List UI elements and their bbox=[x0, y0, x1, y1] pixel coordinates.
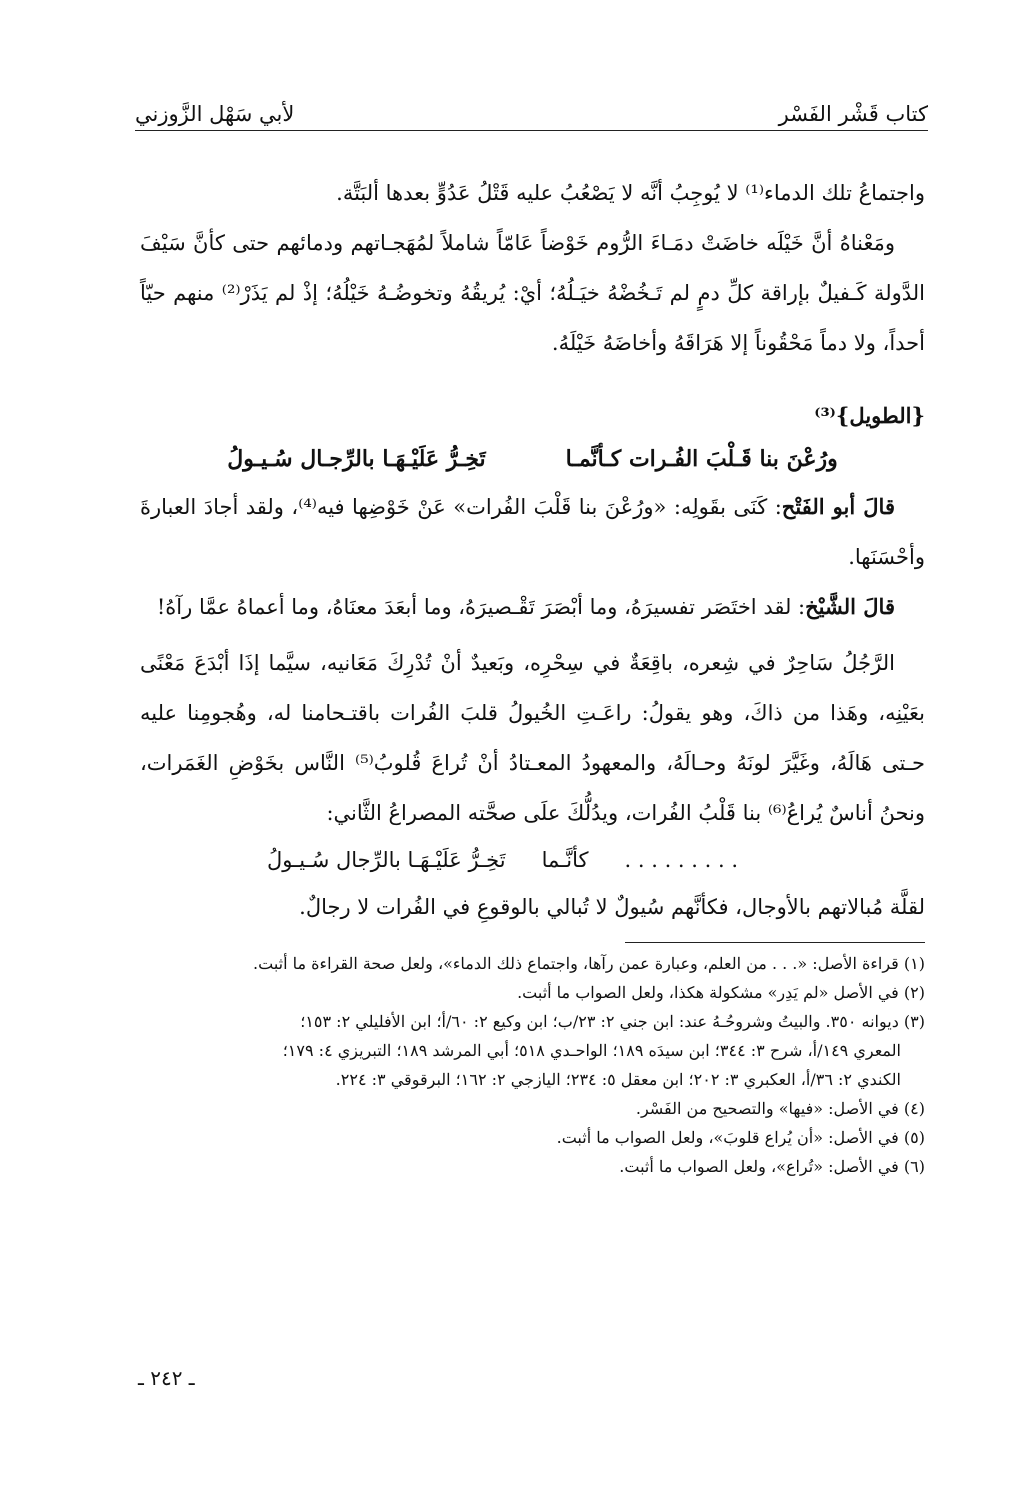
verse-repeat-hemistich: تَخِـرُّ عَلَيْـهَـا بالرِّجال سُـيـولُ bbox=[267, 848, 506, 872]
paragraph-5: الرَّجُلُ سَاحِرٌ في شِعره، باقِعَةٌ في سِحْرِه، وبَعيدٌ أنْ تُدْرِكَ مَعَانيه، سيَّما إذَا أبْدَعَ مَعْنًى بعَيْنِه، وهَذا من ذاكَ، وهو يقولُ: راعَـتِ الخُيولُ قلبَ الفُرات باقتـحامنا له، وهُجومِنا عليه حـتى هَالَهُ، وغَيَّرَ لونَهُ وحـالَهُ، والمعهودُ المعـتادُ أنْ تُراعَ قُلوبُ⁽⁵⁾ النَّاس بخَوْضِ الغَمَرات، ونحنُ أناسٌ يُراعُ⁽⁶⁾ بنا قَلْبُ الفُرات، ويدُلُّكَ علَى صحَّته المصراعُ الثَّاني: bbox=[140, 651, 925, 825]
footnote-1: (١) قراءة الأصل: «. . . من العلم، وعبارة عمن رآها، واجتماع ذلك الدماء»، ولعل صحة القراءة ما أثبت. bbox=[253, 954, 925, 973]
paragraph-1: واجتماعُ تلك الدماء⁽¹⁾ لا يُوجِبُ أنَّه لا يَصْعُبُ عليه قَتْلُ عَدُوٍّ بعدها ألبَتَّة. bbox=[336, 181, 925, 205]
footnote-5: (٥) في الأصل: «أن يُراع قلوبَ»، ولعل الصواب ما أثبت. bbox=[556, 1128, 925, 1147]
footnote-4: (٤) في الأصل: «فيها» والتصحيح من الفَسْر. bbox=[635, 1099, 925, 1118]
paragraph-4-text: : لقد اختَصَر تفسيرَهُ، وما أبْصَرَ تَقْـصيرَهُ، وما أبعَدَ معنَاهُ، وما أعماهُ عمَّا رآهُ! bbox=[156, 595, 806, 619]
verse-repeat bbox=[140, 838, 865, 882]
author-name: لأبي سَهْل الزَّوزني bbox=[135, 102, 295, 126]
footnote-divider bbox=[625, 942, 925, 943]
main-text bbox=[140, 168, 925, 1181]
verse-first-hemistich: ورُعْنَ بنا قَـلْبَ الفُـرات كـأنَّمـا bbox=[565, 446, 838, 472]
verse-line bbox=[140, 436, 925, 482]
paragraph-6: لقلَّة مُبالاتهم بالأوجال، فكأنَّهم سُيولٌ لا تُبالي بالوقوعِ في الفُرات لا رجالٌ. bbox=[299, 895, 925, 919]
running-header bbox=[135, 86, 928, 131]
speaker-shaykh: قالَ الشَّيْخ bbox=[805, 594, 895, 619]
page-number: ـ ٢٤٢ ـ bbox=[138, 1366, 195, 1390]
footnote-6: (٦) في الأصل: «تُراع»، ولعل الصواب ما أثبت. bbox=[619, 1157, 925, 1176]
meter-label: {الطويل}⁽³⁾ bbox=[814, 403, 925, 428]
speaker-abu-al-fath: قالَ أبو الفَتْح bbox=[781, 494, 895, 519]
footnote-3-continued-2: الكندي ٢: ٣٦/أ، العكبري ٣: ٢٠٢؛ ابن معقل ٥: ٢٣٤؛ اليازجي ٢: ١٦٢؛ البرقوقي ٣: ٢٢٤. bbox=[335, 1070, 901, 1089]
verse-ellipsis: . . . . . . . . . bbox=[624, 848, 738, 872]
paragraph-4 bbox=[140, 582, 925, 632]
paragraph-3-text: : كَنَى بقَولِه: «ورُعْنَ بنا قَلْبَ الفُرات» عَنْ خَوْضِها فيه⁽⁴⁾، ولقد أجادَ العبارةَ وأحْسَنَها. bbox=[140, 495, 925, 569]
paragraph-2: ومَعْناهُ أنَّ خَيْلَه خاضَتْ دمَـاءَ الرُّوم خَوْضاً عَامّاً شاملاً لمُهَجـاتهم ودمائهم حتى كأنَّ سَيْفَ الدَّولة كَـفيلٌ بإراقة كلِّ دمٍ لم تَـخُضْهُ خيَـلُهُ؛ أيْ: يُريقُهُ وتخوضُـهُ خَيْلُهُ؛ إذْ لم يَذَرْ⁽²⁾ منهم حيّاً أحداً، ولا دماً مَحْقُوناً إلا هَرَاقَهُ وأخاضَهُ خَيْلَهُ. bbox=[140, 231, 925, 355]
book-title: كتاب قَشْر الفَسْر bbox=[778, 102, 928, 126]
footnote-3-continued: المعري ١٤٩/أ، شرح ٣: ٣٤٤؛ ابن سيدَه ١٨٩؛ الواحـدي ٥١٨؛ أبي المرشد ١٨٩؛ التبريزي ٤: ١٧٩؛ bbox=[282, 1041, 901, 1060]
footnote-2: (٢) في الأصل «لم يَدِر» مشكولة هكذا، ولعل الصواب ما أثبت. bbox=[517, 983, 925, 1002]
verse-second-hemistich: تَخِـرُّ عَلَيْـهَـا بالرِّجـال سُـيـولُ bbox=[227, 446, 486, 472]
paragraph-3 bbox=[140, 482, 925, 582]
verse-repeat-word: كأنَّـما bbox=[541, 848, 589, 872]
footnote-3: (٣) ديوانه ٣٥٠. والبيتُ وشروحُـهُ عند: ابن جني ٢: ٢٣/ب؛ ابن وكيع ٢: ٦٠/أ؛ ابن الأفليلي ٢: ١٥٣؛ bbox=[300, 1012, 925, 1031]
